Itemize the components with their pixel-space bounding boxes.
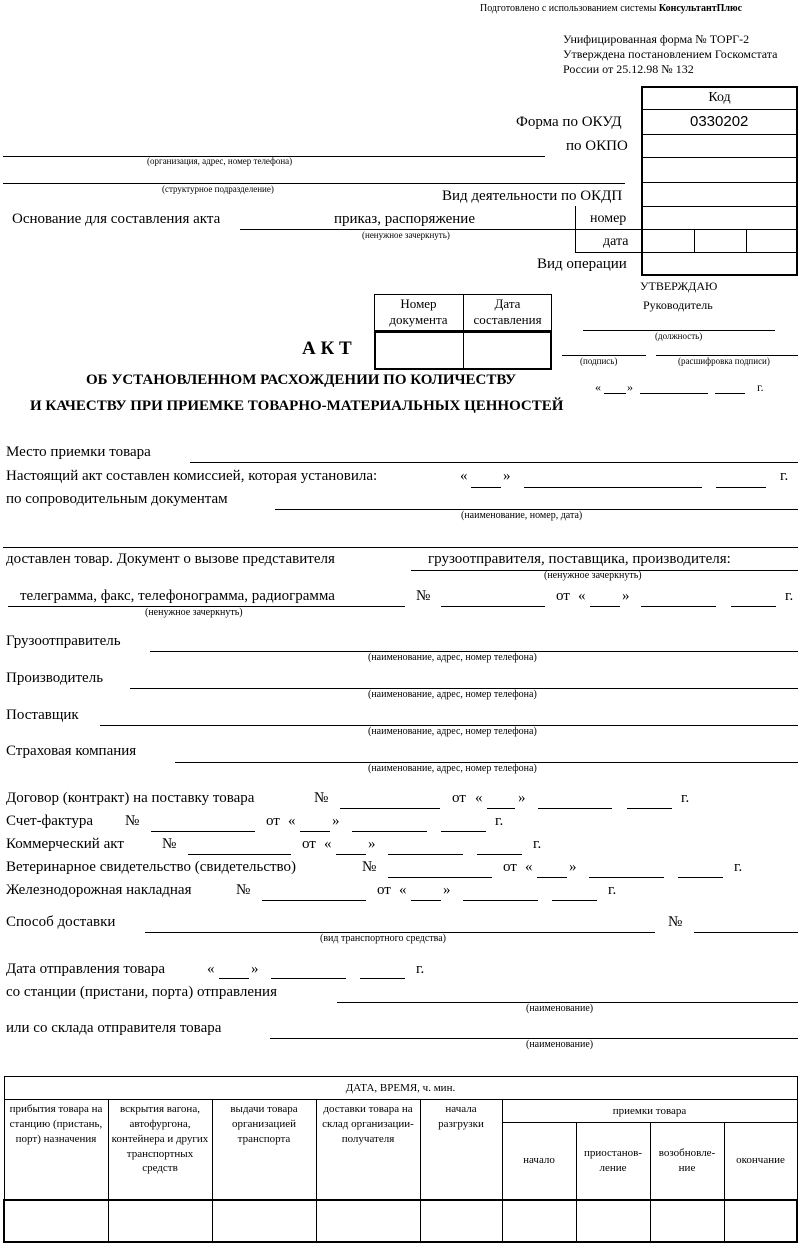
vet-num: №	[362, 859, 377, 875]
dispatch-year: г.	[416, 961, 425, 977]
basis-label: Основание для составления акта	[12, 211, 221, 227]
col-unload-start: начала разгрузки	[420, 1100, 502, 1200]
prepared-text: Подготовлено с использованием системы	[480, 3, 657, 14]
contract-num: №	[314, 790, 329, 806]
col-opening: вскрытия вагона, автофургона, контейнера и других транспортных средств	[108, 1100, 212, 1200]
contract-label: Договор (контракт) на поставку товара	[6, 790, 255, 806]
vehicle-caption: (вид транспортного средства)	[320, 933, 447, 944]
vet-quote-open: «	[525, 859, 533, 875]
delivery-method-label: Способ доставки	[6, 914, 116, 930]
unneeded-caption-2: (ненужное зачеркнуть)	[145, 607, 243, 618]
vet-label: Ветеринарное свидетельство (свидетельство)	[6, 859, 297, 875]
invoice-label: Счет-фактура	[6, 813, 94, 829]
table-header: ДАТА, ВРЕМЯ, ч. мин.	[4, 1077, 797, 1100]
cell-accept-start[interactable]	[502, 1200, 576, 1242]
vet-ot: от	[503, 859, 517, 875]
invoice-quote-open: «	[288, 813, 296, 829]
okpo-label: по ОКПО	[566, 138, 628, 154]
year-label: г.	[780, 468, 789, 484]
cell-arrival[interactable]	[4, 1200, 108, 1242]
data-label: дата	[603, 234, 629, 249]
railway-num: №	[236, 882, 251, 898]
commercial-label: Коммерческий акт	[6, 836, 124, 852]
producer-caption: (наименование, адрес, номер телефона)	[368, 689, 537, 700]
railway-quote-open: «	[399, 882, 407, 898]
contract-quote-open: «	[475, 790, 483, 806]
cell-accept-pause[interactable]	[576, 1200, 650, 1242]
telegram-year: г.	[785, 588, 794, 604]
contract-quote-close: »	[518, 790, 526, 806]
okud-value[interactable]: 0330202	[690, 113, 749, 130]
col-arrival: прибытия товара на станцию (пристань, порт) назначения	[4, 1100, 108, 1200]
railway-ot: от	[377, 882, 391, 898]
col-accept-resume: возобновле-ние	[650, 1123, 724, 1200]
operation-label: Вид операции	[537, 256, 627, 272]
basis-caption: (ненужное зачеркнуть)	[362, 230, 450, 240]
doc-values-box[interactable]	[374, 331, 552, 370]
contract-year: г.	[681, 790, 690, 806]
col-acceptance: приемки товара	[502, 1100, 797, 1123]
supplier-caption: (наименование, адрес, номер телефона)	[368, 726, 537, 737]
approve-year: г.	[757, 380, 764, 394]
place-label: Место приемки товара	[6, 444, 151, 460]
dispatch-date-label: Дата отправления товара	[6, 961, 165, 977]
okdp-label: Вид деятельности по ОКДП	[442, 188, 623, 204]
kod-label: Код	[708, 90, 731, 105]
delivered-label: доставлен товар. Документ о вызове представителя	[6, 551, 335, 567]
position-caption: (должность)	[655, 331, 703, 341]
contract-ot: от	[452, 790, 466, 806]
col-accept-pause: приостанов-ление	[576, 1123, 650, 1200]
insurance-label: Страховая компания	[6, 743, 137, 759]
quote-close: »	[503, 468, 511, 484]
invoice-quote-close: »	[332, 813, 340, 829]
doc-number-label: Номер документа	[389, 296, 448, 327]
railway-label: Железнодорожная накладная	[6, 882, 192, 898]
from-station-label: со станции (пристани, порта) отправления	[6, 984, 277, 1000]
railway-quote-close: »	[443, 882, 451, 898]
doc-date-label: Дата составления	[473, 296, 542, 327]
invoice-year: г.	[495, 813, 504, 829]
cell-opening[interactable]	[108, 1200, 212, 1242]
invoice-ot: от	[266, 813, 280, 829]
approve-date-close: »	[627, 380, 633, 394]
cell-unload-start[interactable]	[420, 1200, 502, 1242]
delivery-num: №	[668, 914, 683, 930]
shippers-label: грузоотправителя, поставщика, производителя:	[428, 551, 731, 567]
telegram-label: телеграмма, факс, телефонограмма, радиограмма	[20, 588, 335, 604]
dept-caption: (структурное подразделение)	[162, 184, 274, 194]
vet-quote-close: »	[569, 859, 577, 875]
cell-accept-resume[interactable]	[650, 1200, 724, 1242]
warehouse-caption: (наименование)	[526, 1039, 594, 1050]
from-warehouse-label: или со склада отправителя товара	[6, 1020, 222, 1036]
dispatch-quote-open: «	[207, 961, 215, 977]
commission-label: Настоящий акт составлен комиссией, которая установила:	[6, 468, 378, 484]
okud-label: Форма по ОКУД	[516, 114, 622, 130]
supplier-label: Поставщик	[6, 707, 79, 723]
telegram-quote-close: »	[622, 588, 630, 604]
unneeded-caption-1: (ненужное зачеркнуть)	[544, 570, 642, 581]
shipper-label: Грузоотправитель	[6, 633, 121, 649]
telegram-num: №	[416, 588, 431, 604]
commercial-ot: от	[302, 836, 316, 852]
station-caption: (наименование)	[526, 1003, 594, 1014]
form-line-2: Утверждена постановлением Госкомстата	[563, 47, 778, 61]
sign-caption: (подпись)	[580, 356, 618, 366]
col-accept-end: окончание	[724, 1123, 797, 1200]
title-line-1: ОБ УСТАНОВЛЕННОМ РАСХОЖДЕНИИ ПО КОЛИЧЕСТВУ	[86, 372, 517, 388]
form-line-3: России от 25.12.98 № 132	[563, 62, 694, 76]
form-line-1: Унифицированная форма № ТОРГ-2	[563, 32, 750, 46]
commercial-quote-close: »	[368, 836, 376, 852]
act-label: А К Т	[302, 338, 352, 359]
col-warehouse: доставки товара на склад организации-получателя	[316, 1100, 420, 1200]
commercial-quote-open: «	[324, 836, 332, 852]
cell-accept-end[interactable]	[724, 1200, 797, 1242]
title-line-2: И КАЧЕСТВУ ПРИ ПРИЕМКЕ ТОВАРНО-МАТЕРИАЛЬНЫХ ЦЕННОСТЕЙ	[30, 398, 564, 414]
form-info	[563, 32, 777, 77]
railway-year: г.	[608, 882, 617, 898]
accompanying-caption: (наименование, номер, дата)	[461, 510, 583, 521]
approve-title: УТВЕРЖДАЮ	[640, 279, 718, 293]
vet-year: г.	[734, 859, 743, 875]
accompanying-label: по сопроводительным документам	[6, 491, 228, 507]
org-caption: (организация, адрес, номер телефона)	[147, 156, 293, 166]
datetime-table	[3, 1076, 798, 1243]
decode-caption: (расшифровка подписи)	[678, 356, 770, 366]
col-accept-start: начало	[502, 1123, 576, 1200]
insurance-caption: (наименование, адрес, номер телефона)	[368, 763, 537, 774]
basis-value[interactable]: приказ, распоряжение	[334, 211, 475, 227]
producer-label: Производитель	[6, 670, 104, 686]
shipper-caption: (наименование, адрес, номер телефона)	[368, 652, 537, 663]
approve-role: Руководитель	[643, 298, 713, 312]
commercial-year: г.	[533, 836, 542, 852]
cell-warehouse[interactable]	[316, 1200, 420, 1242]
prepared-brand: КонсультантПлюс	[658, 3, 743, 14]
prepared-note	[480, 3, 742, 14]
commercial-num: №	[162, 836, 177, 852]
approve-date-open: «	[595, 380, 601, 394]
col-issue: выдачи товара организацией транспорта	[212, 1100, 316, 1200]
telegram-quote-open: «	[578, 588, 586, 604]
cell-issue[interactable]	[212, 1200, 316, 1242]
dispatch-quote-close: »	[251, 961, 259, 977]
quote-open: «	[460, 468, 468, 484]
nomer-label: номер	[590, 211, 627, 226]
invoice-num: №	[125, 813, 140, 829]
telegram-ot: от	[556, 588, 570, 604]
